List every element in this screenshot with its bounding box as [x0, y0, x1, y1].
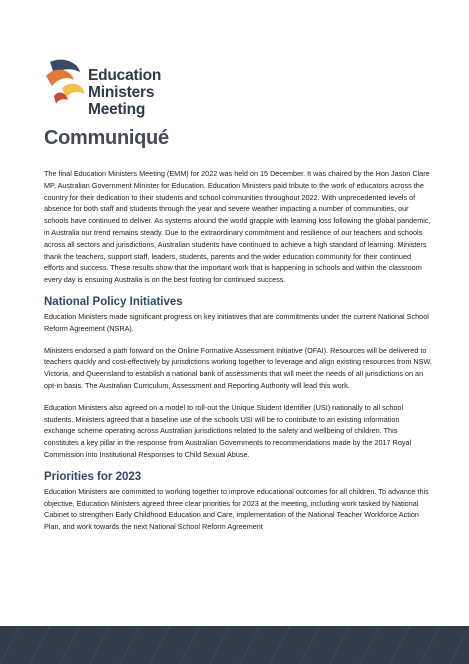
section-heading-priorities: Priorities for 2023 [44, 470, 142, 483]
intro-paragraph: The final Education Ministers Meeting (EMM) for 2022 was held on 15 December. It was chaired by the Hon Jason Clare MP, Australian Government Minister for Education. Education Ministers paid tribute to the work of educators across the country for their dedication to their students and school communities throughout 2022. With unprecedented levels of absence for both staff and students through the year and severe weather impacting a number of communities, our schools have continued to deliver. As systems around the world grapple with learning loss following the global pandemic, in Australia our trend remains steady. Due to the extraordinary commitment and resilience of our teachers and schools across all sectors and jurisdictions, Australian students have continued to achieve a high standard of learning. Ministers thank the teachers, support staff, leaders, students, parents and the wider education community for their continued efforts and success. These results show that the important work that is happening in schools and within the classroom every day is ensuring Australia is on the best footing for continued success. [44, 169, 431, 285]
page-title: Communiqué [44, 127, 169, 149]
logo-line-2: Meeting [88, 101, 146, 118]
national-policy-paragraph-2: Ministers endorsed a path forward on the Online Formative Assessment Initiative (OFAI). Resources will be delivered to teachers quickly and cost-effectively by jurisdictions working together to leverage and align existing resources from NSW, Victoria, and Queensland to establish a national bank of assessments that will meet the needs of all jurisdictions on an opt-in basis. The Australian Curriculum, Assessment and Reporting Authority will lead this work. [44, 345, 432, 390]
footer-pattern [0, 626, 469, 664]
document-body [44, 168, 432, 543]
logo-line-1: Education Ministers [88, 67, 162, 101]
national-policy-paragraph-1: Education Ministers made significant progress on key initiatives that are commitments under the current National School Reform Agreement (NSRA). [44, 311, 429, 333]
emm-logo-icon [44, 58, 88, 108]
section-heading-national-policy: National Policy Initiatives [44, 295, 183, 308]
national-policy-paragraph-3: Education Ministers also agreed on a model to roll-out the Unique Student Identifier (USI) nationally to all school students. Ministers agreed that a baseline use of the schools USI will be to contribute to an existing information exchange scheme operating across Australian jurisdictions related to the safety and wellbeing of children. This constitutes a key pillar in the response from Australian Governments to recommendations made by the 2017 Royal Commission into Institutional Responses to Child Sexual Abuse. [44, 402, 412, 459]
footer-band [0, 626, 469, 664]
emm-logo [44, 58, 204, 118]
priorities-paragraph-1: Education Ministers are committed to working together to improve educational outcomes for all children. To advance this objective, Education Ministers agreed three clear priorities for 2023 at the meeting, including work tasked by National Cabinet to strengthen Early Childhood Education and Care, implementation of the National Teacher Workforce Action Plan, and work towards the next National School Reform Agreement [44, 486, 429, 532]
